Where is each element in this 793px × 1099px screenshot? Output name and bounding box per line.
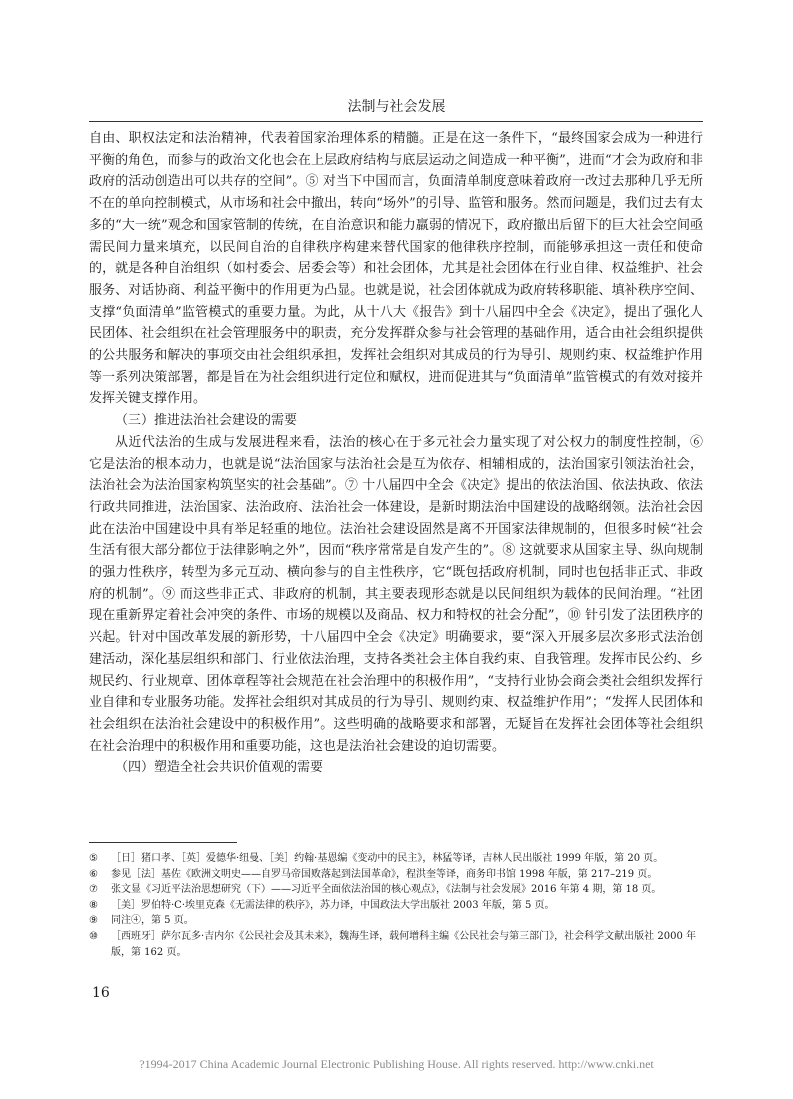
article-body [89, 128, 703, 779]
paragraph-1: 自由、职权法定和法治精神，代表着国家治理体系的精髓。正是在这一条件下，“最终国家会成为一种进行平衡的角色，而参与的政治文化也会在上层政府结构与底层运动之间造成一种平衡”，进而“才会为政府和非政府的活动创造出可以共存的空间”。⑤ 对当下中国而言，负面清单制度意味着政府一改过去那种几乎无所不在的单向控制模式，从市场和社会中撤出，转向“场外”的引导、监管和服务。然而问题是，我们过去有太多的“大一统”观念和国家管制的传统，在自治意识和能力羸弱的情况下，政府撤出后留下的巨大社会空间亟需民间力量来填充，以民间自治的自律秩序构建来替代国家的他律秩序控制，而能够承担这一责任和使命的，就是各种自治组织（如村委会、居委会等）和社会团体，尤其是社会团体在行业自律、权益维护、社会服务、对话协商、利益平衡中的作用更为凸显。也就是说，社会团体就成为政府转移职能、填补秩序空间、支撑“负面清单”监管模式的重要力量。为此，从十八大《报告》到十八届四中全会《决定》，提出了强化人民团体、社会组织在社会管理服务中的职责，充分发挥群众参与社会管理的基础作用，适合由社会组织提供的公共服务和解决的事项交由社会组织承担，发挥社会组织对其成员的行为导引、规则约束、权益维护作用等一系列决策部署，都是旨在为社会组织进行定位和赋权，进而促进其与“负面清单”监管模式的有效对接并发挥关键支撑作用。 [89, 131, 703, 407]
footnote [89, 913, 701, 929]
footnote-text: ［日］猪口孝、［英］爱德华·纽曼、［美］约翰·基恩编《变动中的民主》，林猛等译，吉林人民出版社 1999 年版，第 20 页。 [111, 853, 664, 864]
footnote-text: 张文显《习近平法治思想研究（下）——习近平全面依法治国的核心观点》，《法制与社会发展》2016 年第 4 期，第 18 页。 [111, 884, 662, 896]
section-heading-3: （三）推进法治社会建设的需要 [115, 413, 298, 429]
footnote-mark: ⑤ [89, 853, 98, 864]
footnote-mark: ⑨ [89, 915, 98, 927]
footnote [89, 851, 701, 867]
copyright-notice: ?1994-2017 China Academic Journal Electronic Publishing House. All rights reserved. http://www.cnki.net [139, 1057, 654, 1071]
footnote [89, 898, 701, 914]
paragraph-2: 从近代法治的生成与发展进程来看，法治的核心在于多元社会力量实现了对公权力的制度性控制，⑥ 它是法治的根本动力，也就是说“法治国家与法治社会是互为依存、相辅相成的，法治国家引领法治社会，法治社会为法治国家构筑坚实的社会基础”。⑦ 十八届四中全会《决定》提出的依法治国、依法执政、依法行政共同推进，法治国家、法治政府、法治社会一体建设，是新时期法治中国建设的战略纲领。法治社会因此在法治中国建设中具有举足轻重的地位。法治社会建设固然是离不开国家法律规制的，但很多时候“社会生活有很大部分都位于法律影响之外”，因而“秩序常常是自发产生的”。⑧ 这就要求从国家主导、纵向规制的强力性秩序，转型为多元互动、横向参与的自主性秩序，它“既包括政府机制，同时也包括非正式、非政府的机制”。⑨ 而这些非正式、非政府的机制，其主要表现形态就是以民间组织为载体的民间治理。“社团现在重新界定着社会冲突的条件、市场的规模以及商品、权力和特权的社会分配”，⑩ 针引发了法团秩序的兴起。针对中国改革发展的新形势，十八届四中全会《决定》明确要求，要“深入开展多层次多形式法治创建活动，深化基层组织和部门、行业依法治理，支持各类社会主体自我约束、自我管理。发挥市民公约、乡规民约、行业规章、团体章程等社会规范在社会治理中的积极作用”，“支持行业协会商会类社会组织发挥行业自律和专业服务功能。发挥社会组织对其成员的行为导引、规则约束、权益维护作用”；“发挥人民团体和社会组织在法治社会建设中的积极作用”。这些明确的战略要求和部署，无疑旨在发挥社会团体等社会组织在社会治理中的积极作用和重要功能，这也是法治社会建设的迫切需要。 [89, 434, 703, 754]
footnote-text: 参见［法］基佐《欧洲文明史——自罗马帝国败落起到法国革命》，程洪奎等译，商务印书馆 1998 年版，第 217–219 页。 [111, 868, 658, 880]
footnote-text: 同注④，第 5 页。 [111, 915, 194, 927]
header-rule [89, 121, 703, 122]
footnote-text: ［美］罗伯特·C·埃里克森《无需法律的秩序》，苏力译，中国政法大学出版社 2003 年版，第 5 页。 [111, 899, 555, 911]
footnote-rule [89, 842, 237, 843]
running-header: 法制与社会发展 [347, 99, 446, 115]
footnotes [89, 851, 701, 960]
footnote-mark: ⑥ [89, 868, 98, 880]
section-heading-4: （四）塑造全社会共识价值观的需要 [115, 760, 324, 776]
footnote [89, 867, 701, 883]
footnote-text: ［西班牙］萨尔瓦多·吉内尔《公民社会及其未来》，魏海生译，载何增科主编《公民社会与第三部门》，社会科学文献出版社 2000 年版，第 162 页。 [111, 930, 696, 958]
page-number: 16 [92, 985, 110, 1001]
footnote-mark: ⑧ [89, 899, 98, 911]
footnote-mark: ⑦ [89, 884, 98, 896]
footnote-mark: ⑩ [89, 930, 98, 942]
footnote [89, 882, 701, 898]
footnote [89, 929, 701, 960]
